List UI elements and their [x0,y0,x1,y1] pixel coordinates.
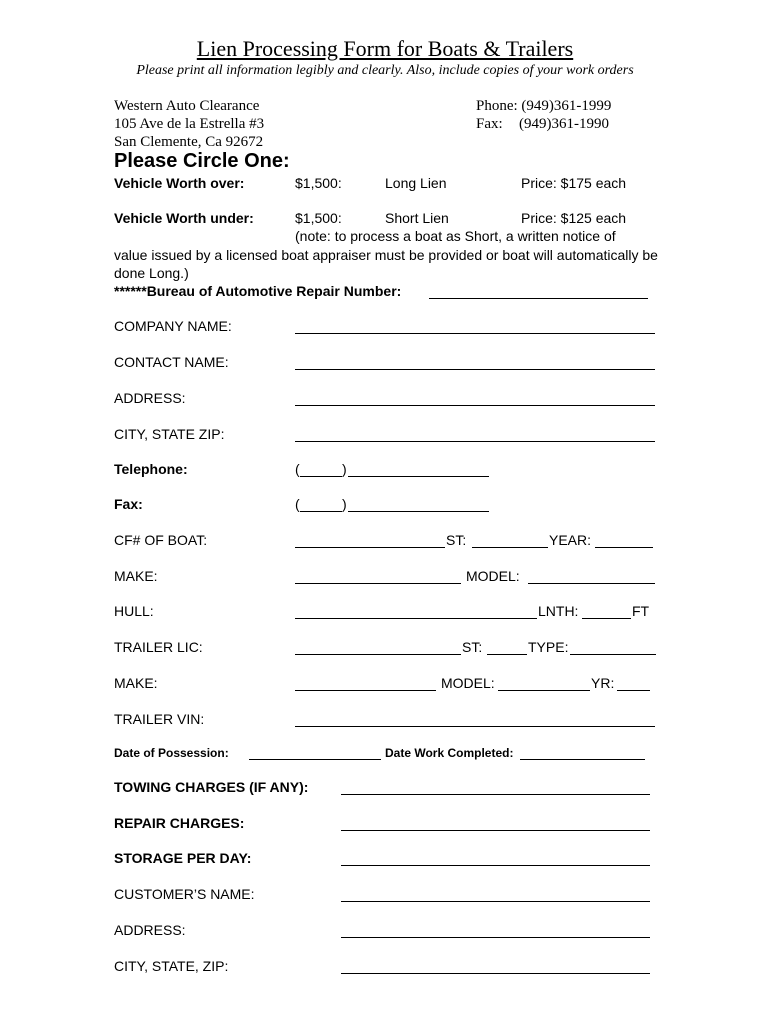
date-possession-line[interactable] [249,759,381,760]
company-name-label: COMPANY NAME: [114,318,232,334]
cf-boat-label: CF# OF BOAT: [114,532,208,548]
company-fax: (949)361-1990 [519,116,609,132]
company-name-line[interactable] [295,333,655,334]
note-first: (note: to process a boat as Short, a written notice of [295,228,616,244]
option-under-amount[interactable]: $1,500: [295,210,342,226]
boat-model-label: MODEL: [466,568,520,584]
trailer-st-line[interactable] [487,654,527,655]
customer-address-line[interactable] [341,937,650,938]
company-fax-label: Fax: [476,116,503,132]
option-under-price[interactable]: Price: $125 each [521,210,627,226]
trailer-make-line[interactable] [295,690,436,691]
option-long-lien[interactable]: Long Lien [385,175,447,191]
trailer-yr-label: YR: [591,675,615,691]
option-over-amount[interactable]: $1,500: [295,175,342,191]
date-completed-label: Date Work Completed: [385,746,514,760]
city-state-zip-line[interactable] [295,441,655,442]
repair-charges-label: REPAIR CHARGES: [114,815,245,831]
circle-heading: Please Circle One: [114,150,290,172]
customer-name-label: CUSTOMER’S NAME: [114,886,255,902]
customer-name-line[interactable] [341,901,650,902]
company-city: San Clemente, Ca 92672 [114,134,264,150]
bar-number-line[interactable] [429,298,648,299]
contact-name-line[interactable] [295,369,655,370]
address-label: ADDRESS: [114,390,186,406]
telephone-area-line[interactable] [300,476,342,477]
hull-line[interactable] [295,618,537,619]
telephone-paren-close: ) [342,461,347,477]
customer-city-label: CITY, STATE, ZIP: [114,958,229,974]
note-rest: value issued by a licensed boat appraiser must be provided or boat will automatically be done Long.) [114,247,658,281]
year-line[interactable] [595,547,653,548]
fax-label: Fax: [114,496,143,512]
lnth-label: LNTH: [538,603,579,619]
form-subtitle: Please print all information legibly and clearly. Also, include copies of your work orders [136,63,634,78]
cf-st-label: ST: [446,532,467,548]
trailer-yr-line[interactable] [617,690,650,691]
date-completed-line[interactable] [520,759,645,760]
boat-model-line[interactable] [528,583,655,584]
trailer-vin-label: TRAILER VIN: [114,711,205,727]
option-under-label: Vehicle Worth under: [114,210,254,226]
trailer-st-label: ST: [462,639,483,655]
trailer-type-label: TYPE: [528,639,569,655]
trailer-make-label: MAKE: [114,675,158,691]
towing-charges-label: TOWING CHARGES (IF ANY): [114,779,309,795]
boat-make-line[interactable] [295,583,461,584]
repair-charges-line[interactable] [341,830,650,831]
date-possession-label: Date of Possession: [114,746,229,760]
address-line[interactable] [295,405,655,406]
trailer-type-line[interactable] [570,654,656,655]
lnth-line[interactable] [582,618,631,619]
telephone-paren-open: ( [295,461,300,477]
customer-address-label: ADDRESS: [114,922,186,938]
customer-city-line[interactable] [341,973,650,974]
trailer-lic-label: TRAILER LIC: [114,639,203,655]
storage-per-day-line[interactable] [341,865,650,866]
telephone-number-line[interactable] [348,476,489,477]
fax-number-line[interactable] [348,511,489,512]
trailer-model-line[interactable] [498,690,590,691]
fax-paren-close: ) [342,496,347,512]
form-title: Lien Processing Form for Boats & Trailers [196,36,574,61]
contact-name-label: CONTACT NAME: [114,354,229,370]
company-name: Western Auto Clearance [114,98,260,114]
hull-label: HULL: [114,603,154,619]
trailer-model-label: MODEL: [441,675,495,691]
towing-charges-line[interactable] [341,794,650,795]
telephone-label: Telephone: [114,461,188,477]
company-street: 105 Ave de la Estrella #3 [114,116,265,132]
option-over-price[interactable]: Price: $175 each [521,175,627,191]
trailer-lic-line[interactable] [295,654,461,655]
fax-paren-open: ( [295,496,300,512]
option-over-label: Vehicle Worth over: [114,175,245,191]
city-state-zip-label: CITY, STATE ZIP: [114,426,225,442]
option-short-lien[interactable]: Short Lien [385,210,449,226]
cf-boat-line[interactable] [295,547,445,548]
ft-label: FT [632,603,650,619]
cf-st-line[interactable] [472,547,548,548]
boat-make-label: MAKE: [114,568,158,584]
year-label: YEAR: [549,532,592,548]
company-phone: Phone: (949)361-1999 [476,98,612,114]
storage-per-day-label: STORAGE PER DAY: [114,850,252,866]
bar-number-label: ******Bureau of Automotive Repair Number: [114,283,402,299]
fax-area-line[interactable] [300,511,342,512]
trailer-vin-line[interactable] [295,726,655,727]
